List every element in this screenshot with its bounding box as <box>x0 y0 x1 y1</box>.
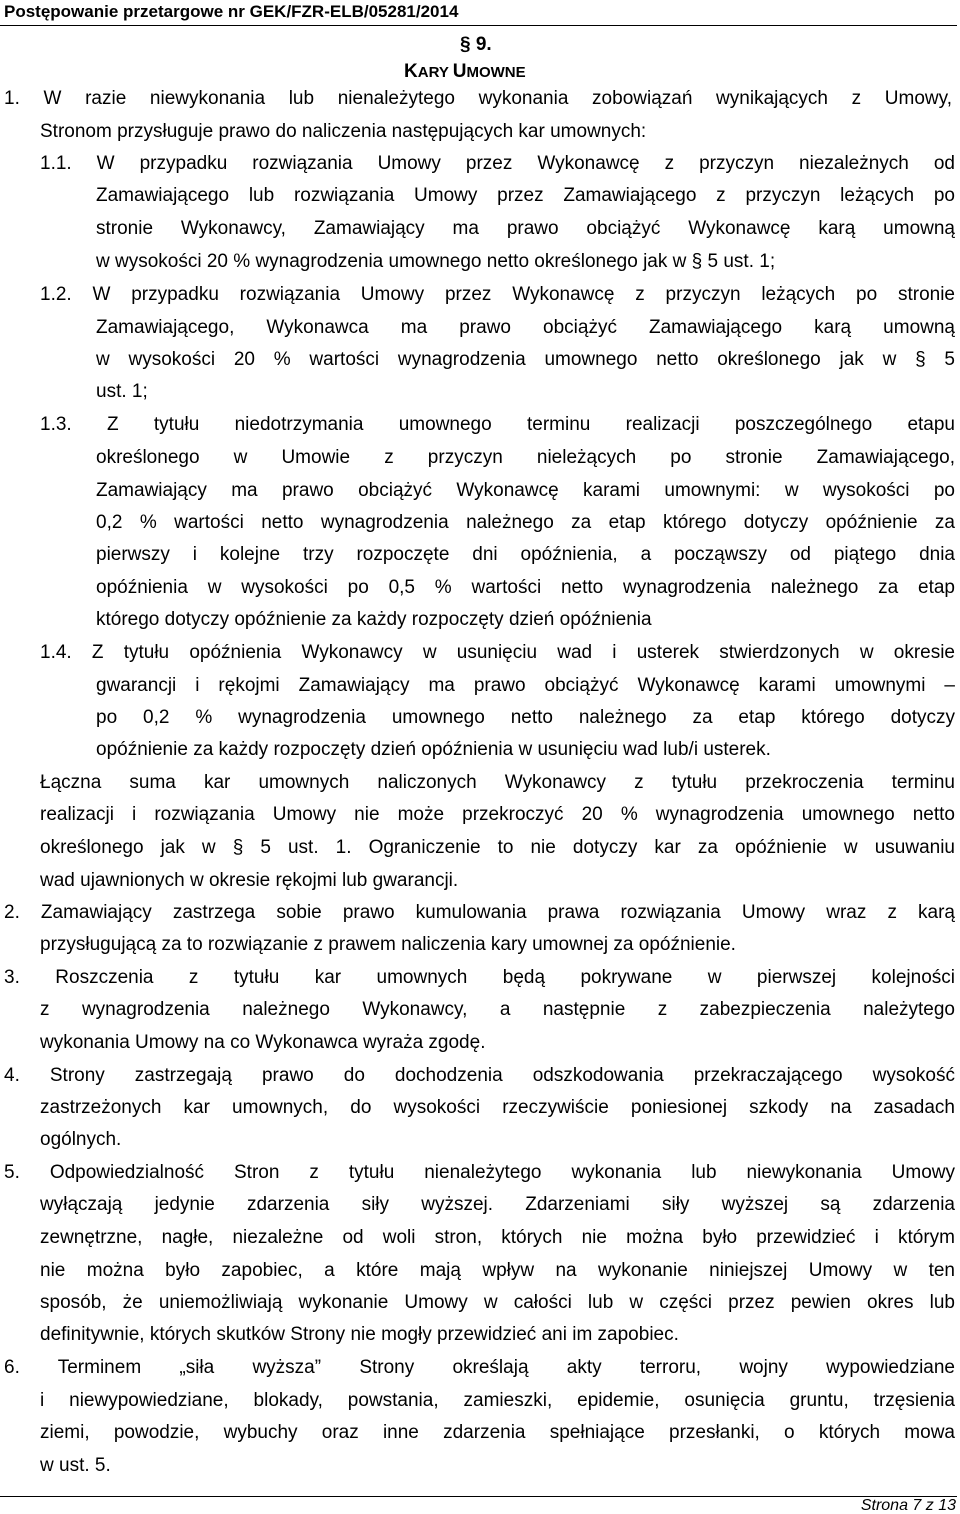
text-line: 2. Zamawiający zastrzega sobie prawo kumulowania prawa rozwiązania Umowy wraz z karą <box>4 902 955 923</box>
text-line: 4. Strony zastrzegają prawo do dochodzenia odszkodowania przekraczającego wysokość <box>4 1065 955 1086</box>
text-line: 6. Terminem „siła wyższa” Strony określają akty terroru, wojny wypowiedziane <box>4 1357 955 1378</box>
section-heading-part: ARY <box>417 64 453 81</box>
text-line: 1.3. Z tytułu niedotrzymania umownego terminu realizacji poszczególnego etapu <box>40 414 955 435</box>
text-line: wyłączają jedynie zdarzenia siły wyższej. Zdarzeniami siły wyższej są zdarzenia <box>40 1194 955 1215</box>
text-line: Stronom przysługuje prawo do naliczenia następujących kar umownych: <box>40 121 647 142</box>
text-line: wad ujawnionych w okresie rękojmi lub gwarancji. <box>40 870 459 891</box>
text-line: nie można było zapobiec, a które mają wpływ na wykonanie niniejszej Umowy w ten <box>40 1260 955 1281</box>
text-line: przysługującą za to rozwiązanie z prawem naliczenia kary umownej za opóźnienie. <box>40 934 736 955</box>
text-line: 1. W razie niewykonania lub nienależytego wykonania zobowiązań wynikających z Umowy, <box>4 88 952 109</box>
text-line: 3. Roszczenia z tytułu kar umownych będą pokrywane w pierwszej kolejności <box>4 967 955 988</box>
page-number: Strona 7 z 13 <box>860 1497 956 1514</box>
section-heading-part: U <box>452 61 467 82</box>
text-line: określonego w Umowie z przyczyn nieleżących po stronie Zamawiającego, <box>96 447 955 468</box>
section-heading-part: K <box>404 61 418 82</box>
text-line: zastrzeżonych kar umownych, do wysokości rzeczywiście poniesionej szkody na zasadach <box>40 1097 955 1118</box>
text-line: definitywnie, których skutków Strony nie mogły przewidzieć ani im zapobiec. <box>40 1324 679 1345</box>
text-line: 0,2 % wartości netto wynagrodzenia należnego za etap którego dotyczy opóźnienie za <box>96 512 955 533</box>
text-line: 1.4. Z tytułu opóźnienia Wykonawcy w usunięciu wad i usterek stwierdzonych w okresie <box>40 642 955 663</box>
text-line: którego dotyczy opóźnienie za każdy rozpoczęty dzień opóźnienia <box>96 609 652 630</box>
text-line: sposób, że uniemożliwiają wykonanie Umowy w całości lub w części przez pewien okres lub <box>40 1292 955 1313</box>
section-number: § 9. <box>460 34 492 55</box>
text-line: określonego jak w § 5 ust. 1. Ograniczenie to nie dotyczy kar za opóźnienie w usuwaniu <box>40 837 955 858</box>
footer-divider <box>0 1496 957 1497</box>
text-line: ust. 1; <box>96 381 148 402</box>
text-line: zewnętrzne, nagłe, niezależne od woli stron, których nie można było przewidzieć i którym <box>40 1227 955 1248</box>
text-line: gwarancji i rękojmi Zamawiający ma prawo obciążyć Wykonawcę karami umownymi – <box>96 675 955 696</box>
text-line: z wynagrodzenia należnego Wykonawcy, a następnie z zabezpieczenia należytego <box>40 999 955 1020</box>
document-header-title: Postępowanie przetargowe nr GEK/FZR-ELB/05281/2014 <box>4 2 459 21</box>
text-line: i niewypowiedziane, blokady, powstania, zamieszki, epidemie, osunięcia gruntu, trzęsienia <box>40 1390 955 1411</box>
header-divider <box>0 25 957 26</box>
text-line: pierwszy i kolejne trzy rozpoczęte dni opóźnienia, a począwszy od piątego dnia <box>96 544 955 565</box>
text-line: ziemi, powodzie, wybuchy oraz inne zdarzenia spełniające przesłanki, o których mowa <box>40 1422 955 1443</box>
text-line: 5. Odpowiedzialność Stron z tytułu nienależytego wykonania lub niewykonania Umowy <box>4 1162 955 1183</box>
text-line: Zamawiający ma prawo obciążyć Wykonawcę karami umownymi: w wysokości po <box>96 480 955 501</box>
text-line: stronie Wykonawcy, Zamawiający ma prawo obciążyć Wykonawcę karą umowną <box>96 218 955 239</box>
text-line: Zamawiającego, Wykonawca ma prawo obciążyć Zamawiającego karą umowną <box>96 317 955 338</box>
text-line: realizacji i rozwiązania Umowy nie może przekroczyć 20 % wynagrodzenia umownego netto <box>40 804 955 825</box>
text-line: ogólnych. <box>40 1129 122 1150</box>
text-line: 1.2. W przypadku rozwiązania Umowy przez Wykonawcę z przyczyn leżących po stronie <box>40 284 955 305</box>
section-heading-part: MOWNE <box>466 64 526 81</box>
text-line: Zamawiającego lub rozwiązania Umowy przez Zamawiającego z przyczyn leżących po <box>96 185 955 206</box>
text-line: w wysokości 20 % wynagrodzenia umownego netto określonego jak w § 5 ust. 1; <box>96 251 776 272</box>
text-line: po 0,2 % wynagrodzenia umownego netto należnego za etap którego dotyczy <box>96 707 955 728</box>
text-line: opóźnienia w wysokości po 0,5 % wartości netto wynagrodzenia należnego za etap <box>96 577 955 598</box>
text-line: Łączna suma kar umownych naliczonych Wykonawcy z tytułu przekroczenia terminu <box>40 772 955 793</box>
text-line: wykonania Umowy na co Wykonawca wyraża zgodę. <box>40 1032 486 1053</box>
text-line: opóźnienie za każdy rozpoczęty dzień opóźnienia w usunięciu wad lub/i usterek. <box>96 739 771 760</box>
text-line: 1.1. W przypadku rozwiązania Umowy przez Wykonawcę z przyczyn niezależnych od <box>40 153 955 174</box>
section-heading <box>404 60 526 85</box>
text-line: w ust. 5. <box>40 1455 111 1476</box>
text-line: w wysokości 20 % wartości wynagrodzenia umownego netto określonego jak w § 5 <box>96 349 955 370</box>
